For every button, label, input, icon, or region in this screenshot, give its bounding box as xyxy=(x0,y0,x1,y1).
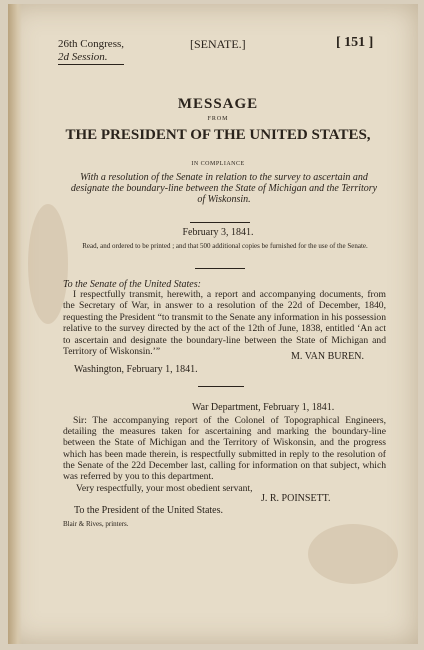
message-body: I respectfully transmit, herewith, a report and accompanying documents, from the Secretary of War, in answer to a resolution of the 22d of December, 1840, requesting the President “to transmit to the Senate any information in his possession relative to the survey directed by the act of the 12th of June, 1838, entitled ‘An act to ascertain and designate the boundary-line between the State of Michigan and Territory of Wiskonsin.’” xyxy=(63,289,386,358)
document-number: [ 151 ] xyxy=(336,35,374,50)
message-dateline: Washington, February 1, 1841. xyxy=(74,364,198,375)
war-department-dateline: War Department, February 1, 1841. xyxy=(192,402,335,413)
resolution-subtitle: With a resolution of the Senate in relation to the survey to ascertain and designate the boundary-line between the State of Michigan and the Territory of Wiskonsin. xyxy=(70,172,378,205)
letter-closing: Very respectfully, your most obedient servant, xyxy=(76,483,253,494)
title-compliance: IN COMPLIANCE xyxy=(191,161,245,167)
letter-body: Sir: The accompanying report of the Colonel of Topographical Engineers, detailing the measures taken for ascertaining and marking the boundary-line between the State of Michigan and the Territory of Wiskonsin, and the progress which has been made therein, is respectfully submitted in reply to the resolution of the Senate of the 22d December last, calling for information on that subject, which was referred by you to this department. xyxy=(63,415,386,483)
congress-session xyxy=(58,38,124,65)
title-message: MESSAGE xyxy=(177,96,259,112)
salutation: To the Senate of the United States: xyxy=(63,279,201,290)
title-president: THE PRESIDENT OF THE UNITED STATES, xyxy=(65,127,371,143)
chamber-label: [SENATE.] xyxy=(190,37,246,51)
printing-order-note: Read, and ordered to be printed ; and that 500 additional copies be furnished for the use of the Senate. xyxy=(82,242,368,250)
session-label: 2d Session. xyxy=(58,51,124,65)
president-signature: M. VAN BUREN. xyxy=(291,351,364,362)
document-date: February 3, 1841. xyxy=(182,227,254,238)
document-page xyxy=(8,4,418,644)
divider-rule xyxy=(198,386,244,387)
printers-imprint: Blair & Rives, printers. xyxy=(63,520,129,528)
title-from: FROM xyxy=(207,116,229,122)
secretary-signature: J. R. POINSETT. xyxy=(261,493,331,504)
letter-addressee: To the President of the United States. xyxy=(74,505,223,516)
divider-rule xyxy=(195,268,245,269)
congress-label: 26th Congress, xyxy=(58,38,124,50)
divider-rule xyxy=(190,222,250,223)
